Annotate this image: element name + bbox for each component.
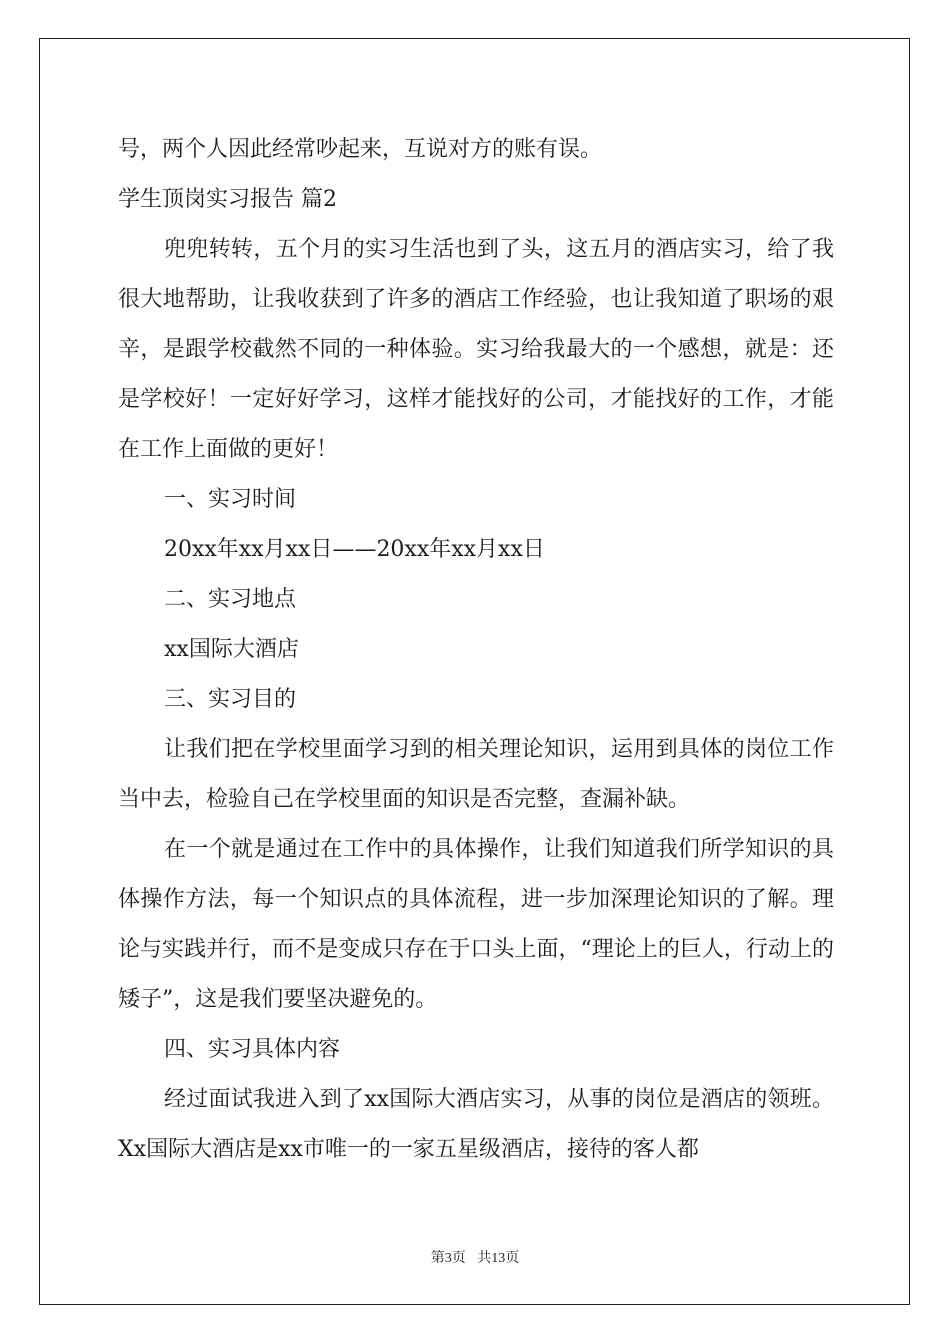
paragraph: 号，两个人因此经常吵起来，互说对方的账有误。 (118, 137, 603, 162)
paragraph: 在一个就是通过在工作中的具体操作，让我们知道我们所学知识的具体操作方法，每一个知识点的具体流程，进一步加深理论知识的了解。理论与实践并行，而不是变成只存在于口头上面，“理论上的巨人，行动上的矮子”，这是我们要坚决避免的。 (118, 837, 834, 1012)
heading-internship-purpose: 三、实习目的 (164, 687, 297, 712)
heading-internship-time: 一、实习时间 (164, 487, 297, 512)
page-total: 共13页 (477, 1251, 520, 1266)
page-number: 第3页 (430, 1251, 466, 1266)
heading-internship-location: 二、实习地点 (164, 587, 297, 612)
heading-internship-content: 四、实习具体内容 (164, 1037, 341, 1062)
paragraph: 让我们把在学校里面学习到的相关理论知识，运用到具体的岗位工作当中去，检验自己在学校里面的知识是否完整，查漏补缺。 (118, 737, 834, 812)
page-footer (0, 1247, 950, 1267)
paragraph: 经过面试我进入到了xx国际大酒店实习，从事的岗位是酒店的领班。Xx国际大酒店是xx市唯一的一家五星级酒店，接待的客人都 (118, 1087, 834, 1162)
internship-location: xx国际大酒店 (164, 637, 299, 662)
document-body (118, 125, 834, 1175)
internship-dates: 20xx年xx月xx日——20xx年xx月xx日 (164, 537, 545, 562)
paragraph: 兜兜转转，五个月的实习生活也到了头，这五月的酒店实习，给了我很大地帮助，让我收获到了许多的酒店工作经验，也让我知道了职场的艰辛，是跟学校截然不同的一种体验。实习给我最大的一个感想，就是：还是学校好！一定好好学习，这样才能找好的公司，才能找好的工作，才能在工作上面做的更好！ (118, 237, 834, 462)
section-title: 学生顶岗实习报告 篇2 (118, 187, 337, 212)
